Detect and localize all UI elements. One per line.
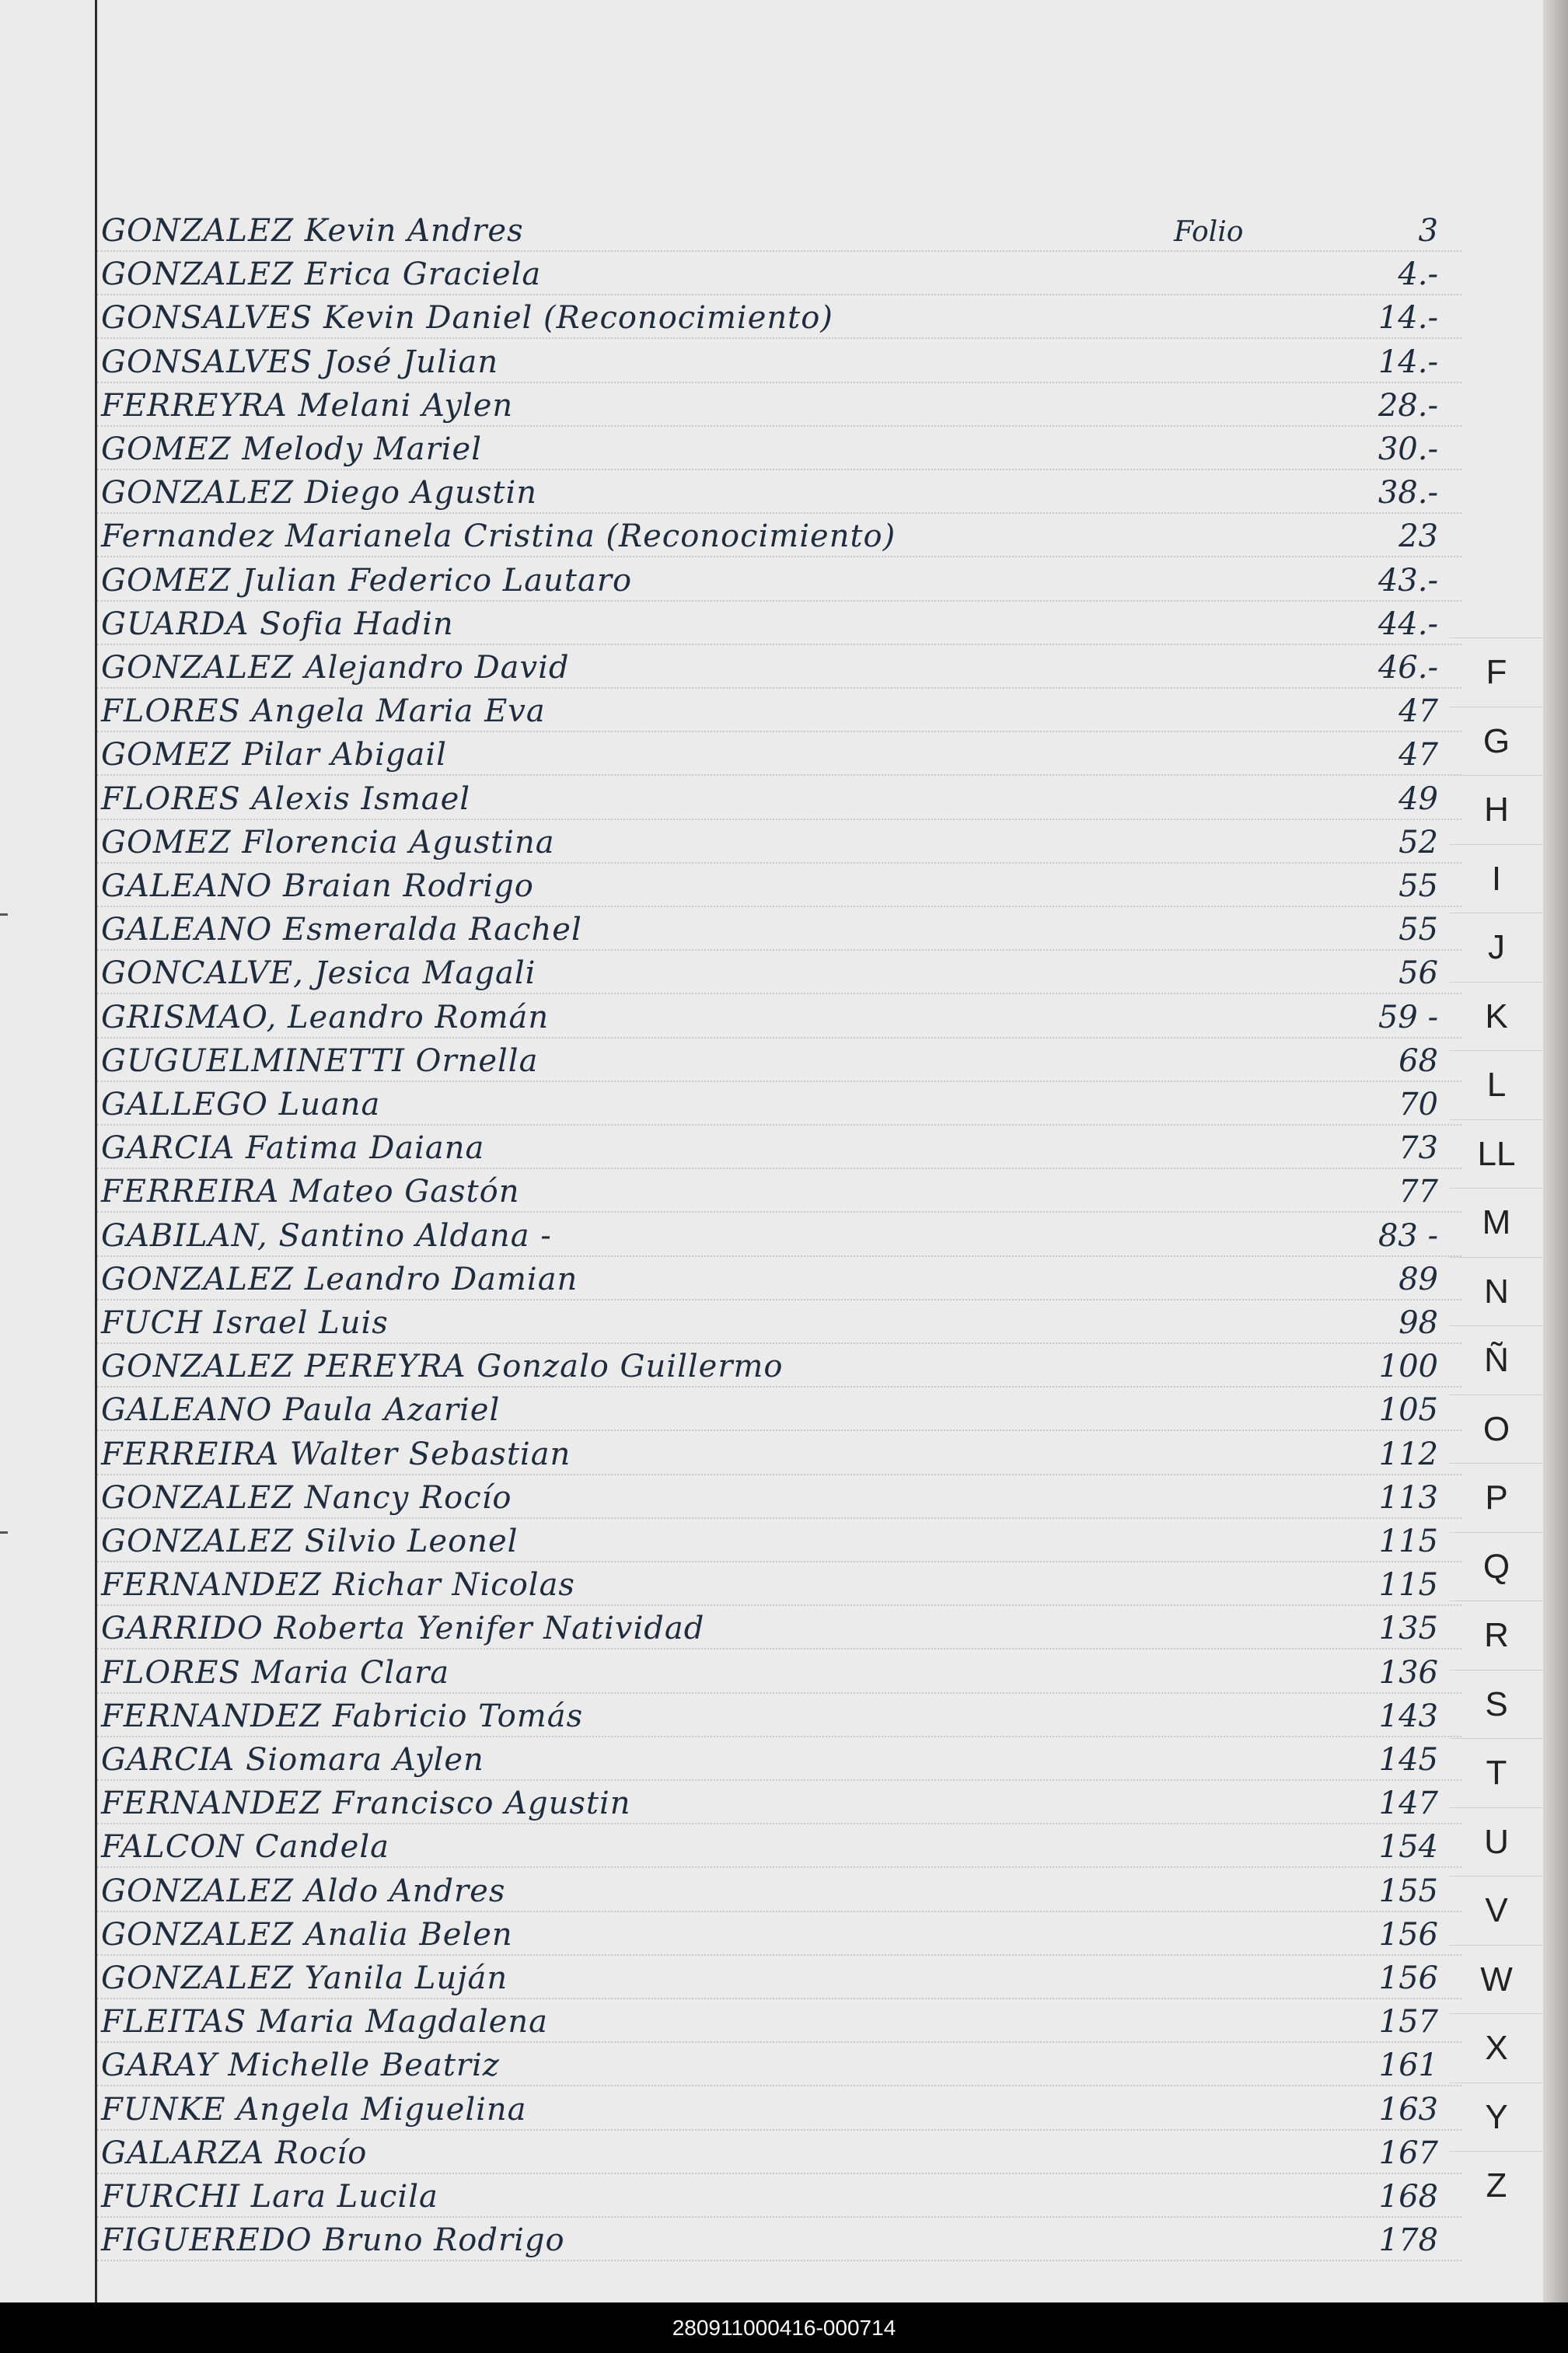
- entry-name: GALLEGO Luana: [101, 1087, 381, 1122]
- ledger-row: [101, 1957, 1469, 2001]
- entry-name: GONZALEZ Analia Belen: [101, 1916, 513, 1953]
- entry-folio: 83 -: [1378, 1217, 1438, 1254]
- entry-name: GUARDA Sofia Hadin: [101, 606, 454, 642]
- entry-folio: 47: [1399, 693, 1438, 730]
- entry-folio: 28.-: [1378, 387, 1438, 424]
- entry-name: FERREIRA Walter Sebastian: [101, 1436, 571, 1472]
- entry-name: GONZALEZ Leandro Damian: [101, 1261, 578, 1297]
- entry-folio: 157: [1378, 2004, 1438, 2041]
- ledger-row: [101, 1346, 1469, 1389]
- ledger-row: [101, 1215, 1469, 1259]
- index-tab[interactable]: V: [1450, 1876, 1543, 1945]
- ledger-row: [101, 603, 1469, 647]
- entry-name: GONZALEZ Aldo Andres: [101, 1873, 506, 1909]
- entry-name: GALEANO Paula Azariel: [101, 1392, 501, 1429]
- entry-name: GALEANO Braian Rodrigo: [101, 868, 534, 904]
- ledger-row: [101, 1739, 1469, 1782]
- entry-folio: 46.-: [1378, 650, 1438, 686]
- entry-folio: 47: [1399, 737, 1438, 773]
- index-tab[interactable]: W: [1450, 1945, 1543, 2014]
- entry-name: GOMEZ Melody Mariel: [101, 431, 483, 467]
- entry-folio: 161: [1378, 2048, 1438, 2084]
- entry-name: FERREYRA Melani Aylen: [101, 387, 514, 424]
- entry-name: GONZALEZ Alejandro David: [101, 650, 570, 686]
- entry-folio: 135: [1378, 1611, 1438, 1647]
- entry-name: GARCIA Siomara Aylen: [101, 1742, 484, 1778]
- ledger-row: [101, 2132, 1469, 2176]
- entry-folio: 14.-: [1378, 300, 1438, 337]
- entry-folio: 56: [1399, 955, 1438, 992]
- ledger-row: [101, 690, 1469, 734]
- binder-mark: [0, 1531, 8, 1534]
- entry-folio: 55: [1399, 912, 1438, 948]
- entry-name: GONCALVE, Jesica Magali: [101, 955, 536, 992]
- entry-folio: 55: [1399, 868, 1438, 904]
- ledger-row: [101, 1389, 1469, 1433]
- ledger-row: [101, 1171, 1469, 1214]
- entry-folio: 156: [1378, 1960, 1438, 1996]
- ledger-row: [101, 1302, 1469, 1346]
- entry-folio: 30.-: [1378, 431, 1438, 467]
- ledger-row: [101, 734, 1469, 777]
- index-tab[interactable]: X: [1450, 2013, 1543, 2082]
- entry-folio: 38.-: [1378, 475, 1438, 511]
- ledger-row: [101, 560, 1469, 603]
- index-tab[interactable]: R: [1450, 1601, 1543, 1670]
- ledger-row: [101, 297, 1469, 340]
- index-tab[interactable]: LL: [1450, 1119, 1543, 1189]
- entry-name: GONZALEZ PEREYRA Gonzalo Guillermo: [101, 1349, 784, 1385]
- ledger-row: [101, 1914, 1469, 1957]
- entry-folio: 167: [1378, 2135, 1438, 2171]
- entry-folio: 52: [1399, 824, 1438, 861]
- entry-name: FIGUEREDO Bruno Rodrigo: [101, 2222, 565, 2259]
- entry-name: GALEANO Esmeralda Rachel: [101, 912, 582, 948]
- entry-folio: 14.-: [1378, 344, 1438, 380]
- ledger-row: [101, 997, 1469, 1040]
- index-tab[interactable]: M: [1450, 1188, 1543, 1257]
- entry-name: GARAY Michelle Beatriz: [101, 2048, 500, 2084]
- entry-name: FERNANDEZ Francisco Agustin: [101, 1786, 631, 1822]
- index-tab[interactable]: Q: [1450, 1532, 1543, 1601]
- ledger-row: [101, 865, 1469, 909]
- ledger-row: [101, 1127, 1469, 1171]
- entry-name: FERNANDEZ Richar Nicolas: [101, 1567, 575, 1604]
- ledger-row: [101, 1652, 1469, 1695]
- entry-folio: 4.-: [1398, 257, 1438, 293]
- entry-folio: 77: [1399, 1174, 1438, 1210]
- ledger-row: [101, 253, 1469, 297]
- entry-folio: 100: [1378, 1349, 1438, 1385]
- entry-folio: 156: [1378, 1916, 1438, 1953]
- document-id: 280911000416-000714: [0, 2302, 1568, 2353]
- entry-name: GONZALEZ Silvio Leonel: [101, 1524, 519, 1559]
- entry-name: GRISMAO, Leandro Román: [101, 999, 550, 1035]
- ledger-row: [101, 1870, 1469, 1914]
- index-tab[interactable]: F: [1450, 637, 1543, 707]
- entry-folio: 155: [1378, 1873, 1438, 1909]
- entry-name: GALARZA Rocío: [101, 2135, 368, 2171]
- entry-name: Fernandez Marianela Cristina (Reconocimiento): [101, 518, 896, 555]
- entry-folio: 49: [1399, 780, 1438, 817]
- index-tab[interactable]: T: [1450, 1738, 1543, 1807]
- entry-folio: 43.-: [1378, 562, 1438, 599]
- folio-column-label: Folio: [1174, 216, 1244, 248]
- index-tab[interactable]: Ñ: [1450, 1325, 1543, 1395]
- ledger-row: [101, 1782, 1469, 1826]
- entry-name: FUCH Israel Luis: [101, 1305, 389, 1341]
- entry-folio: 70: [1399, 1087, 1438, 1122]
- ledger-row: [101, 2044, 1469, 2088]
- index-tab[interactable]: G: [1450, 707, 1543, 776]
- entry-name: FLORES Maria Clara: [101, 1654, 450, 1691]
- ledger-row: [101, 1608, 1469, 1651]
- page-edge: [1543, 0, 1568, 2302]
- entry-name: GONSALVES Kevin Daniel (Reconocimiento): [101, 300, 833, 337]
- index-tab[interactable]: P: [1450, 1463, 1543, 1532]
- ledger-row: [101, 822, 1469, 865]
- entry-name: FERNANDEZ Fabricio Tomás: [101, 1698, 584, 1734]
- index-tab[interactable]: H: [1450, 775, 1543, 844]
- entry-folio: 89: [1399, 1261, 1438, 1297]
- entry-folio: 163: [1378, 2091, 1438, 2128]
- index-tab[interactable]: K: [1450, 982, 1543, 1051]
- entry-name: FLORES Angela Maria Eva: [101, 693, 546, 730]
- entry-name: GONZALEZ Nancy Rocío: [101, 1479, 512, 1516]
- entry-folio: 154: [1378, 1829, 1438, 1866]
- entry-folio: 115: [1378, 1524, 1438, 1559]
- entry-name: FLEITAS Maria Magdalena: [101, 2004, 549, 2041]
- entry-name: GARCIA Fatima Daiana: [101, 1130, 485, 1167]
- ledger-row: [101, 385, 1469, 428]
- entry-folio: 68: [1399, 1042, 1438, 1079]
- entry-name: GUGUELMINETTI Ornella: [101, 1042, 539, 1079]
- ledger-row: [101, 472, 1469, 515]
- ledger-row: [101, 341, 1469, 385]
- ledger-row: [101, 428, 1469, 472]
- index-tab[interactable]: O: [1450, 1395, 1543, 1464]
- index-tab[interactable]: L: [1450, 1050, 1543, 1119]
- index-tab[interactable]: Y: [1450, 2082, 1543, 2152]
- index-tab[interactable]: U: [1450, 1807, 1543, 1876]
- ledger-row: [101, 1259, 1469, 1302]
- entry-name: GONZALEZ Kevin Andres: [101, 213, 524, 249]
- ledger-row: [101, 2176, 1469, 2219]
- ledger-row: [101, 1520, 1469, 1564]
- entry-folio: 105: [1378, 1392, 1438, 1429]
- entry-name: FLORES Alexis Ismael: [101, 780, 471, 817]
- entry-name: GONZALEZ Yanila Luján: [101, 1960, 508, 1996]
- entry-folio: 115: [1378, 1567, 1438, 1604]
- entry-folio: 59 -: [1378, 999, 1438, 1035]
- entry-folio: 143: [1378, 1698, 1438, 1734]
- entry-name: FURCHI Lara Lucila: [101, 2179, 438, 2215]
- entry-folio: 112: [1378, 1436, 1438, 1472]
- ledger-row: [101, 2219, 1469, 2263]
- entry-name: GOMEZ Pilar Abigail: [101, 737, 447, 773]
- entry-folio: 145: [1378, 1742, 1438, 1778]
- binder-mark: [0, 913, 8, 916]
- ledger-row: [101, 1826, 1469, 1869]
- entry-name: GOMEZ Julian Federico Lautaro: [101, 562, 633, 599]
- ledger-row: [101, 778, 1469, 822]
- ledger-row: [101, 2001, 1469, 2044]
- index-tab[interactable]: N: [1450, 1257, 1543, 1326]
- ledger-row: [101, 909, 1469, 952]
- entry-name: GONSALVES José Julian: [101, 344, 499, 380]
- entry-name: FALCON Candela: [101, 1829, 389, 1866]
- entry-folio: 178: [1378, 2222, 1438, 2259]
- ledger-row: [101, 1040, 1469, 1084]
- index-tab[interactable]: Z: [1450, 2151, 1543, 2220]
- entry-folio: 168: [1378, 2179, 1438, 2215]
- ledger-row: [101, 952, 1469, 996]
- entry-folio: 147: [1378, 1786, 1438, 1822]
- entry-folio: 98: [1399, 1305, 1438, 1341]
- ledger-row: [101, 2089, 1469, 2132]
- index-tab[interactable]: J: [1450, 913, 1543, 982]
- entry-name: GARRIDO Roberta Yenifer Natividad: [101, 1611, 705, 1647]
- ledger-row: [101, 1084, 1469, 1127]
- ledger-row: [101, 1477, 1469, 1520]
- entry-folio: 113: [1378, 1479, 1438, 1516]
- entry-folio: 3: [1418, 213, 1438, 249]
- entry-name: GOMEZ Florencia Agustina: [101, 824, 555, 861]
- ledger-row: [101, 210, 1469, 253]
- entry-name: GABILAN, Santino Aldana -: [101, 1217, 552, 1254]
- entry-folio: 44.-: [1378, 606, 1438, 642]
- entry-name: GONZALEZ Diego Agustin: [101, 475, 538, 511]
- entry-name: FUNKE Angela Miguelina: [101, 2091, 527, 2128]
- entry-folio: 136: [1378, 1654, 1438, 1691]
- entry-name: GONZALEZ Erica Graciela: [101, 257, 542, 293]
- ledger-row: [101, 515, 1469, 559]
- ledger-row: [101, 1564, 1469, 1608]
- entry-folio: 23: [1399, 518, 1438, 555]
- index-tab[interactable]: I: [1450, 844, 1543, 913]
- ledger-row: [101, 647, 1469, 690]
- entry-folio: 73: [1399, 1130, 1438, 1167]
- ledger-row: [101, 1433, 1469, 1477]
- entry-name: FERREIRA Mateo Gastón: [101, 1174, 520, 1210]
- index-tab[interactable]: S: [1450, 1670, 1543, 1739]
- ledger-row: [101, 1695, 1469, 1739]
